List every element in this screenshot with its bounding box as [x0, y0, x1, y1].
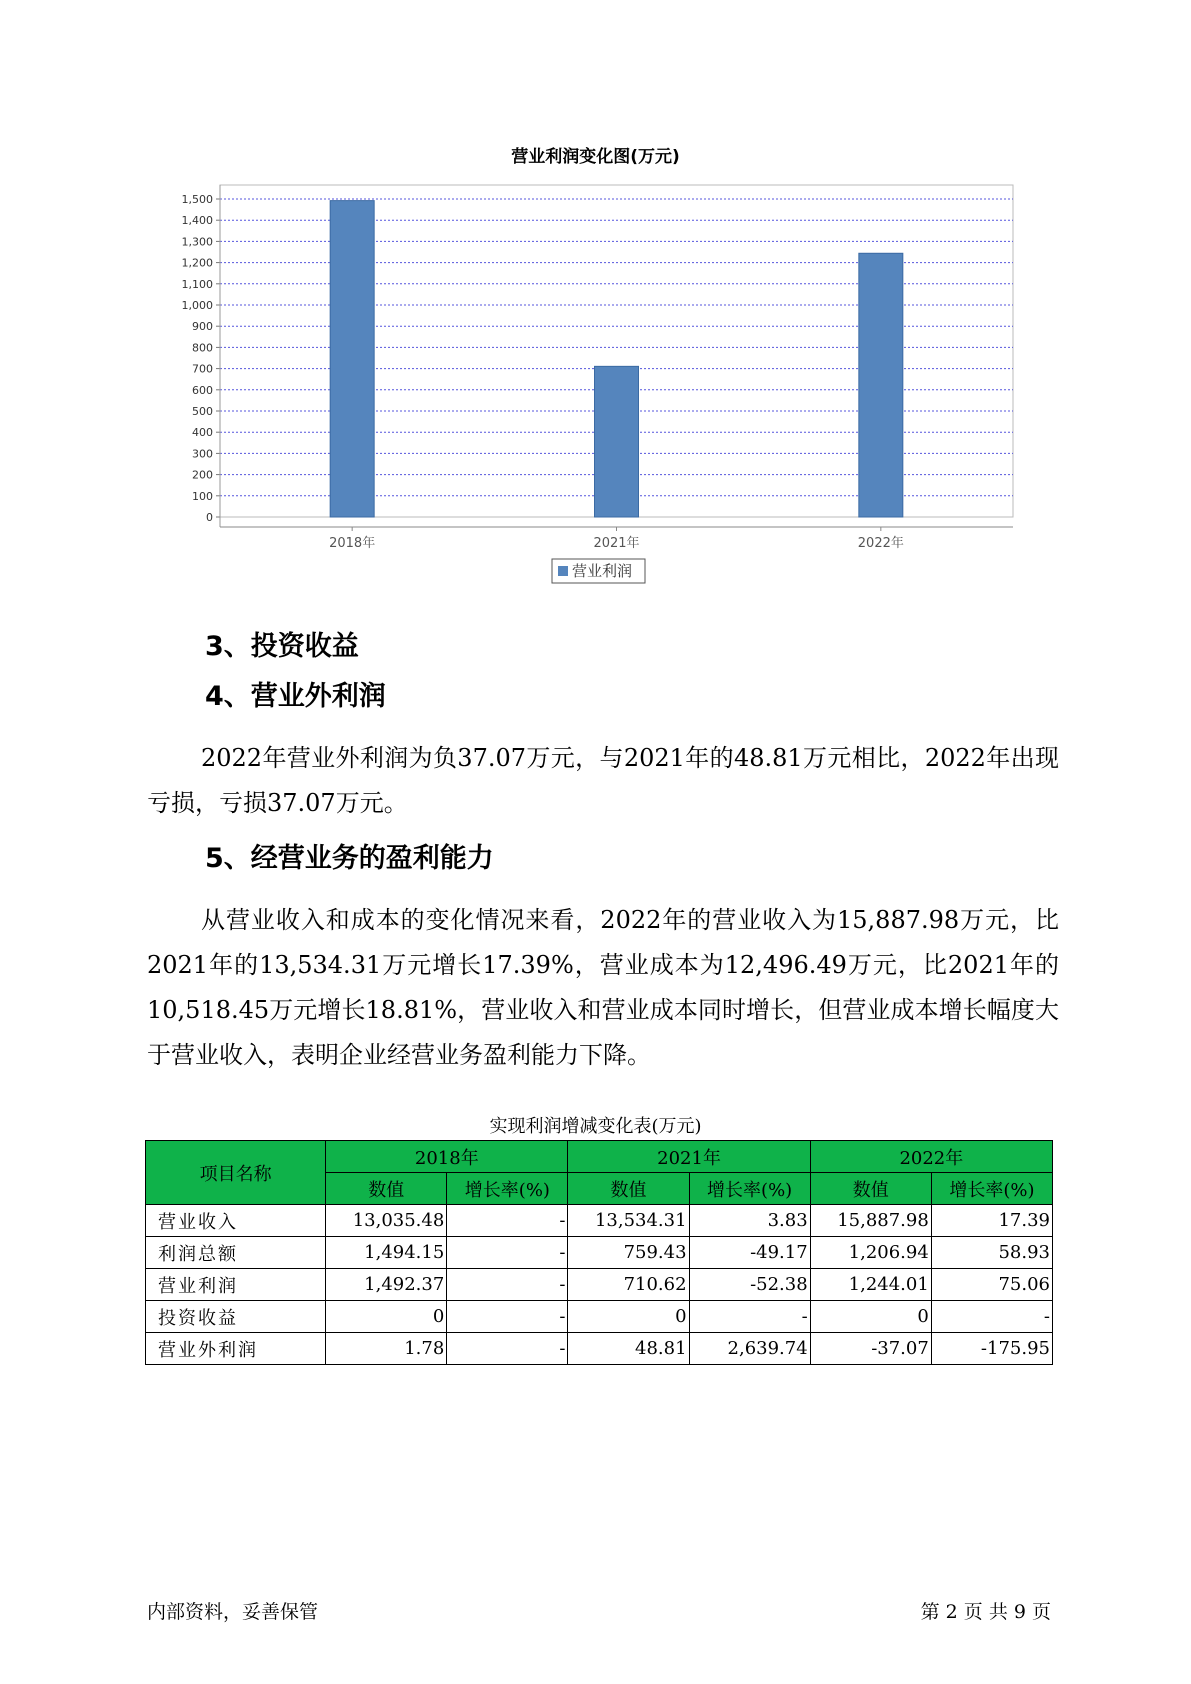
header-value: 数值	[810, 1173, 931, 1205]
bar-2018年	[330, 201, 374, 517]
rate-cell: -	[447, 1237, 568, 1269]
header-year-2021: 2021年	[568, 1141, 810, 1173]
rate-cell: 75.06	[931, 1269, 1052, 1301]
legend-label: 营业利润	[572, 562, 633, 580]
chart-title: 营业利润变化图(万元)	[511, 147, 680, 167]
value-cell: 1,206.94	[810, 1237, 931, 1269]
x-tick-label: 2021年	[593, 536, 640, 551]
rate-cell: -	[447, 1301, 568, 1333]
rate-cell: -49.17	[689, 1237, 810, 1269]
header-year-2018: 2018年	[326, 1141, 568, 1173]
y-tick-label: 500	[192, 405, 213, 418]
table-row	[146, 1333, 1053, 1365]
rate-cell: -	[447, 1205, 568, 1237]
y-tick-label: 300	[192, 447, 213, 461]
row-label: 投资收益	[146, 1301, 326, 1333]
table-row	[146, 1301, 1053, 1333]
header-value: 数值	[568, 1173, 689, 1205]
footer-page-number: 第 2 页 共 9 页	[920, 1601, 1051, 1623]
heading-non-operating-profit: 4、营业外利润	[205, 681, 386, 712]
rate-cell: -	[447, 1269, 568, 1301]
bar-2022年	[859, 253, 903, 517]
y-tick-label: 900	[192, 320, 213, 334]
paragraph-non-operating-profit: 2022年营业外利润为负37.07万元，与2021年的48.81万元相比，2022年出现亏损，亏损37.07万元。	[147, 744, 1059, 817]
rate-cell: 2,639.74	[689, 1333, 810, 1365]
y-tick-label: 1,100	[181, 277, 213, 291]
y-tick-label: 1,400	[181, 214, 213, 228]
y-tick-label: 1,200	[181, 256, 213, 270]
row-label: 营业利润	[146, 1269, 326, 1301]
header-rate: 增长率(%)	[689, 1173, 810, 1205]
header-rate: 增长率(%)	[931, 1173, 1052, 1205]
y-tick-label: 800	[192, 341, 213, 355]
x-tick-label: 2018年	[329, 536, 376, 551]
rate-cell: -	[447, 1333, 568, 1365]
table-row	[146, 1269, 1053, 1301]
table-row	[146, 1205, 1053, 1237]
header-value: 数值	[326, 1173, 447, 1205]
rate-cell: 58.93	[931, 1237, 1052, 1269]
table-caption: 实现利润增减变化表(万元)	[489, 1116, 702, 1137]
y-tick-label: 400	[192, 426, 213, 440]
value-cell: 1.78	[326, 1333, 447, 1365]
rate-cell: 17.39	[931, 1205, 1052, 1237]
value-cell: 15,887.98	[810, 1205, 931, 1237]
value-cell: 0	[568, 1301, 689, 1333]
value-cell: 0	[326, 1301, 447, 1333]
rate-cell: -	[931, 1301, 1052, 1333]
profit-change-table	[145, 1140, 1053, 1365]
value-cell: 1,494.15	[326, 1237, 447, 1269]
y-tick-label: 100	[192, 489, 213, 503]
value-cell: 13,035.48	[326, 1205, 447, 1237]
rate-cell: -	[689, 1301, 810, 1333]
bar-2021年	[595, 366, 639, 517]
y-tick-label: 700	[192, 362, 213, 376]
heading-profitability: 5、经营业务的盈利能力	[205, 843, 494, 874]
value-cell: 0	[810, 1301, 931, 1333]
paragraph-profitability: 从营业收入和成本的变化情况来看，2022年的营业收入为15,887.98万元，比2021年的13,534.31万元增长17.39%，营业成本为12,496.49万元，比2021年的10,518.45万元增长18.81%，营业收入和营业成本同时增长，但营业成本增长幅度大于营业收入，表明企业经营业务盈利能力下降。	[147, 906, 1059, 1069]
rate-cell: -175.95	[931, 1333, 1052, 1365]
value-cell: -37.07	[810, 1333, 931, 1365]
value-cell: 1,492.37	[326, 1269, 447, 1301]
operating-profit-bar-chart	[0, 0, 1191, 600]
y-tick-label: 1,000	[181, 299, 213, 312]
legend-swatch	[558, 566, 568, 576]
value-cell: 1,244.01	[810, 1269, 931, 1301]
heading-investment-income: 3、投资收益	[205, 631, 359, 662]
x-tick-label: 2022年	[857, 536, 904, 551]
y-tick-label: 0	[206, 511, 213, 524]
value-cell: 710.62	[568, 1269, 689, 1301]
value-cell: 48.81	[568, 1333, 689, 1365]
footer-confidential-note: 内部资料，妥善保管	[147, 1601, 319, 1623]
value-cell: 13,534.31	[568, 1205, 689, 1237]
header-year-2022: 2022年	[810, 1141, 1052, 1173]
y-tick-label: 1,500	[181, 193, 213, 206]
row-label: 营业收入	[146, 1205, 326, 1237]
row-label: 利润总额	[146, 1237, 326, 1269]
value-cell: 759.43	[568, 1237, 689, 1269]
rate-cell: 3.83	[689, 1205, 810, 1237]
row-label: 营业外利润	[146, 1333, 326, 1365]
table-row	[146, 1237, 1053, 1269]
rate-cell: -52.38	[689, 1269, 810, 1301]
y-tick-label: 600	[192, 383, 213, 397]
y-tick-label: 200	[192, 468, 213, 482]
y-tick-label: 1,300	[181, 235, 213, 249]
header-item-name: 项目名称	[146, 1141, 326, 1205]
header-rate: 增长率(%)	[447, 1173, 568, 1205]
